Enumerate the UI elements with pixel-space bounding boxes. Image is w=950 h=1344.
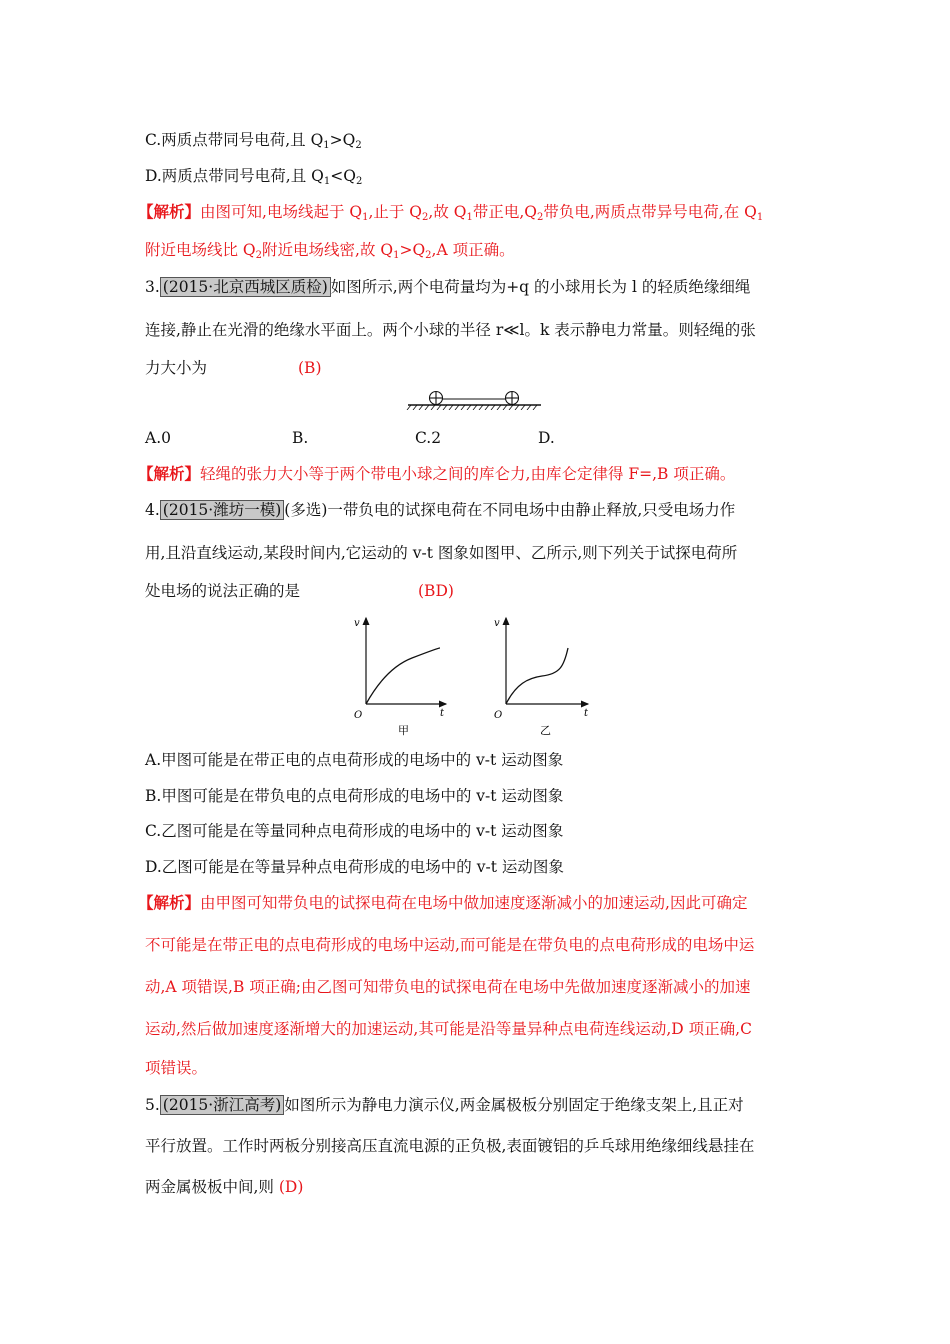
q2-option-c: C.两质点带同号电荷,且 $Q_1>Q_2$ [145, 131, 362, 151]
graph-yi [494, 618, 589, 737]
q3-analysis: 【解析】轻绳的张力大小等于两个带电小球之间的库仑力,由库仑定律得 F=,B 项正确。 [138, 464, 736, 483]
graph-jia-curve [366, 648, 440, 704]
graph-yi-origin: O [494, 710, 503, 721]
q4-option-d: D.乙图可能是在等量异种点电荷形成的电场中的 v-t 运动图象 [145, 858, 564, 876]
q3-figure [405, 386, 545, 410]
graph-jia-v-label: v [354, 618, 360, 629]
q2-analysis-line-1: 【解析】由图可知,电场线起于 $Q_1$,止于 $Q_2$,故 $Q_1$带正电$,Q_2$带负电,两质点带异号电荷,在 $Q_1$ [138, 202, 764, 223]
q5-source-tag: (2015·浙江高考) [160, 1095, 284, 1115]
q4-analysis-line-3: 动,A 项错误,B 项正确;由乙图可知带负电的试探电荷在电场中先做加速度逐渐减小的加速 [145, 978, 751, 996]
q4-source-tag: (2015·潍坊一模) [160, 500, 284, 520]
q4-stem-line-2: 用,且沿直线运动,某段时间内,它运动的 v-t 图象如图甲、乙所示,则下列关于试探电荷所 [145, 544, 738, 562]
q3-stem-line-1: 3. (2015·北京西城区质检) 如图所示,两个电荷量均为+q 的小球用长为 l 的轻质绝缘细绳 [145, 278, 751, 296]
graph-jia [354, 618, 446, 737]
graph-jia-caption: 甲 [398, 724, 409, 737]
q4-analysis-line-4: 运动,然后做加速度逐渐增大的加速运动,其可能是沿等量异种点电荷连线运动,D 项正确,C [145, 1020, 752, 1038]
q5-answer: (D) [278, 1178, 304, 1196]
graph-jia-origin: O [354, 710, 363, 721]
graph-yi-curve [506, 648, 568, 704]
q3-stem-line-3: 力大小为 [145, 359, 208, 377]
q4-answer: (BD) [418, 582, 454, 600]
q4-analysis-line-5: 项错误。 [145, 1059, 208, 1077]
q3-ball-right [506, 392, 519, 405]
q4-option-c: C.乙图可能是在等量同种点电荷形成的电场中的 v-t 运动图象 [145, 822, 564, 840]
q5-stem-line-3: 两金属极板中间,则 (D) [145, 1178, 304, 1196]
graph-yi-caption: 乙 [540, 724, 551, 737]
q4-stem-line-1: 4. (2015·潍坊一模) (多选)一带负电的试探电荷在不同电场中由静止释放,只受电场力作 [145, 501, 736, 519]
q4-stem-line-3: 处电场的说法正确的是 [145, 582, 301, 600]
q3-answer: (B) [298, 359, 322, 377]
q3-stem-line-2: 连接,静止在光滑的绝缘水平面上。两个小球的半径 r≪l。k 表示静电力常量。则轻绳的张 [145, 321, 756, 339]
q4-option-b: B.甲图可能是在带负电的点电荷形成的电场中的 v-t 运动图象 [145, 787, 564, 805]
q4-option-a: A.甲图可能是在带正电的点电荷形成的电场中的 v-t 运动图象 [145, 751, 564, 769]
q2-option-d: D.两质点带同号电荷,且 $Q_1<Q_2$ [145, 167, 363, 187]
q3-option-a: A.0 [145, 429, 171, 447]
graph-yi-v-label: v [494, 618, 500, 629]
q4-analysis-line-2: 不可能是在带正电的点电荷形成的电场中运动,而可能是在带负电的点电荷形成的电场中运 [145, 936, 755, 954]
q3-source-tag: (2015·北京西城区质检) [160, 277, 331, 297]
q3-option-d: D. [538, 429, 555, 447]
q4-analysis-line-1: 【解析】由甲图可知带负电的试探电荷在电场中做加速度逐渐减小的加速运动,因此可确定 [138, 893, 748, 912]
q2-analysis-line-2: 附近电场线比 $Q_2$附近电场线密,故 $Q_1>Q_2,A$ 项正确。 [145, 241, 515, 261]
q3-option-b: B. [292, 429, 309, 447]
graph-jia-t-label: t [440, 708, 445, 719]
q3-ball-left [430, 392, 443, 405]
q4-figure [348, 612, 602, 738]
q5-stem-line-2: 平行放置。工作时两板分别接高压直流电源的正负极,表面镀铝的乒乓球用绝缘细线悬挂在 [145, 1137, 755, 1155]
graph-yi-t-label: t [584, 708, 589, 719]
q3-option-c: C.2 [415, 429, 442, 447]
q5-stem-line-1: 5. (2015·浙江高考) 如图所示为静电力演示仪,两金属极板分别固定于绝缘支架上,且正对 [145, 1096, 744, 1114]
